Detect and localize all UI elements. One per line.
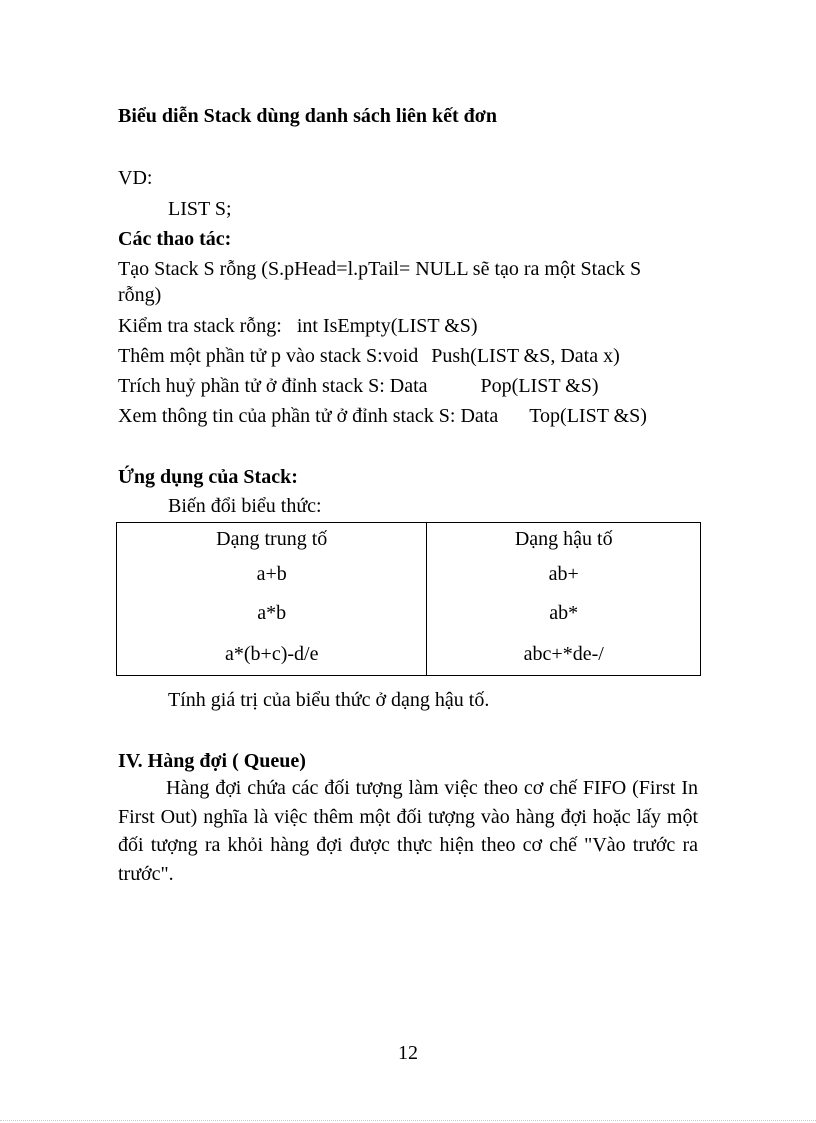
infix-cell: a*(b+c)-d/e xyxy=(117,633,427,676)
section-title: Biểu diễn Stack dùng danh sách liên kết đơn xyxy=(118,105,497,127)
operation-desc: Tạo Stack S rỗng (S.pHead=l.pTail= NULL sẽ tạo ra một Stack S xyxy=(118,258,642,280)
postfix-cell: ab+ xyxy=(427,555,701,594)
postfix-cell: abc+*de-/ xyxy=(427,633,701,676)
postfix-note: Tính giá trị của biểu thức ở dạng hậu tố. xyxy=(168,689,490,711)
operation-code: int IsEmpty(LIST &S) xyxy=(296,315,478,337)
operation-desc: Kiểm tra stack rỗng: xyxy=(118,315,282,337)
operation-item xyxy=(118,257,641,281)
applications-heading: Ứng dụng của Stack: xyxy=(118,466,298,488)
operation-desc: rỗng) xyxy=(118,284,162,306)
page-number: 12 xyxy=(398,1042,418,1064)
operation-code: Top(LIST &S) xyxy=(529,405,647,427)
postfix-cell: ab* xyxy=(427,594,701,633)
header-postfix: Dạng hậu tố xyxy=(427,523,701,556)
table-row xyxy=(117,555,701,594)
operations-heading: Các thao tác: xyxy=(118,228,232,250)
operation-desc: Trích huỷ phần tử ở đỉnh stack S: Data xyxy=(118,375,428,397)
table-header-row xyxy=(117,523,701,556)
operation-desc: Xem thông tin của phần tử ở đỉnh stack S: Data xyxy=(118,405,499,427)
queue-paragraph xyxy=(118,774,698,888)
operation-desc: Thêm một phần tử p vào stack S:void xyxy=(118,345,419,367)
operation-item xyxy=(118,374,599,398)
page-bottom-divider xyxy=(0,1120,816,1121)
operation-code: Pop(LIST &S) xyxy=(480,375,599,397)
table-row xyxy=(117,594,701,633)
infix-cell: a*b xyxy=(117,594,427,633)
operation-item xyxy=(118,314,478,338)
example-code: LIST S; xyxy=(168,198,232,220)
expression-table xyxy=(116,522,701,676)
operation-item xyxy=(118,344,620,368)
queue-paragraph-text: Hàng đợi chứa các đối tượng làm việc theo cơ chế FIFO (First In First Out) nghĩa là việc thêm một đối tượng vào hàng đợi hoặc lấy một đối tượng ra khỏi hàng đợi được thực hiện theo cơ chế "Vào trước ra trước". xyxy=(118,777,698,885)
operation-item xyxy=(118,404,647,428)
header-infix: Dạng trung tố xyxy=(117,523,427,556)
conversion-label: Biến đổi biểu thức: xyxy=(168,495,322,517)
example-label: VD: xyxy=(118,167,153,189)
infix-cell: a+b xyxy=(117,555,427,594)
operation-item xyxy=(118,283,161,307)
operation-code: Push(LIST &S, Data x) xyxy=(431,345,620,367)
queue-heading: IV. Hàng đợi ( Queue) xyxy=(118,750,306,772)
table-row xyxy=(117,633,701,676)
